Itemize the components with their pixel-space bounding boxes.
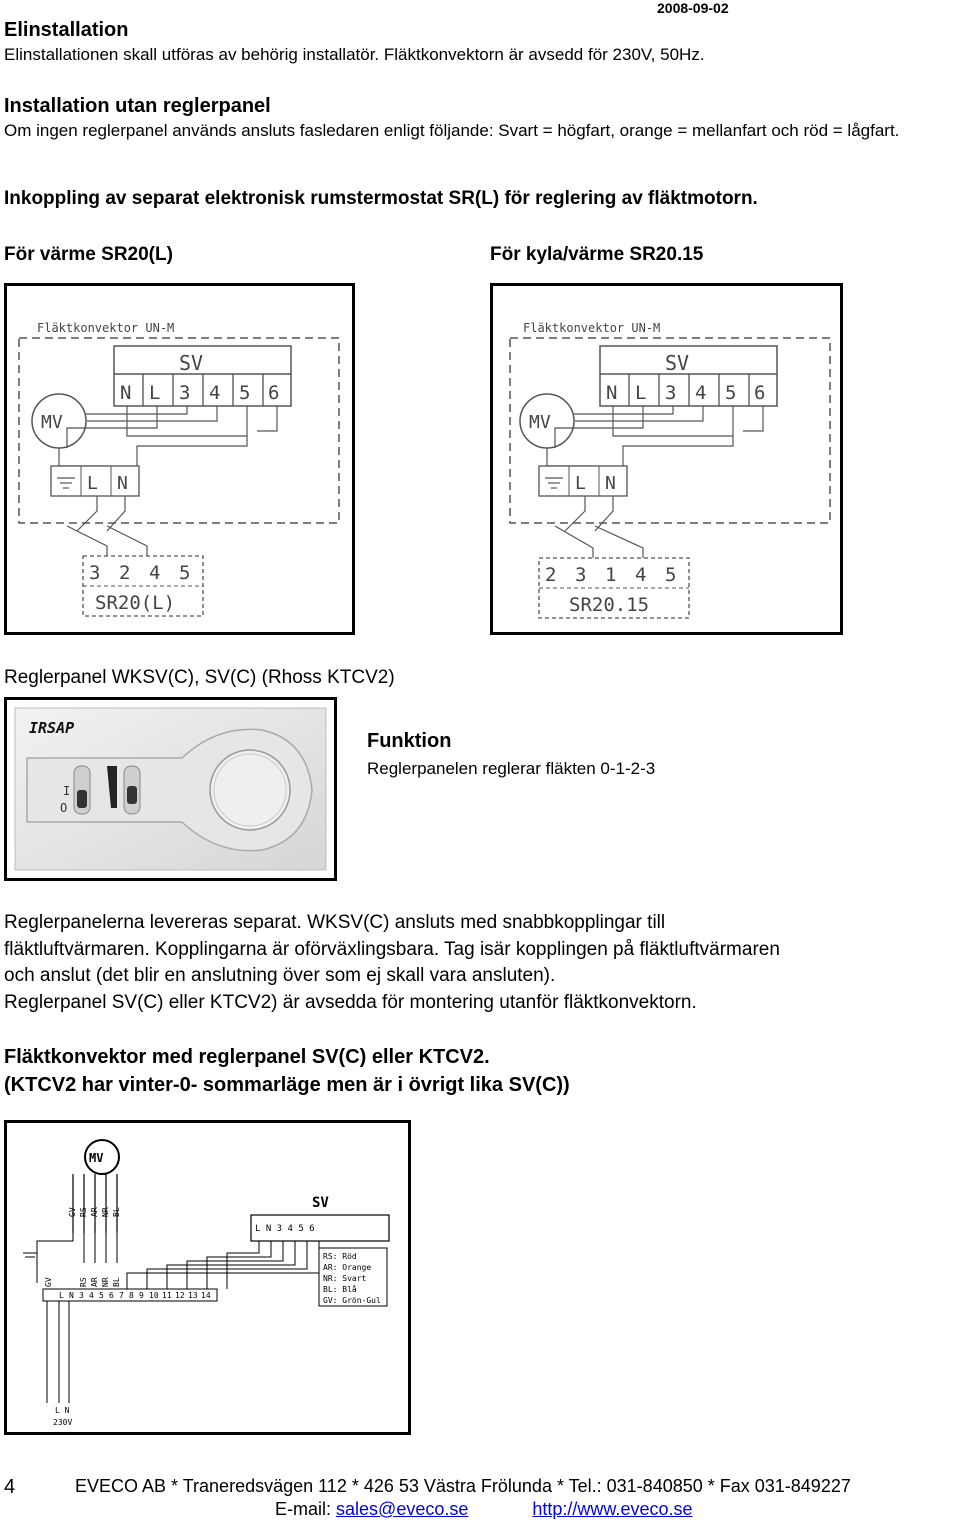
thermo-terminal-2: 2 [545, 564, 557, 586]
section4-title-2: (KTCV2 har vinter-0- sommarläge men är i övrigt lika SV(C)) [4, 1074, 570, 1096]
strip-wire-rs: RS [79, 1277, 88, 1287]
legend-rs: RS: Röd [323, 1252, 357, 1261]
heading-elinstallation: Elinstallation [4, 19, 129, 41]
wiring-diagram-sr2015 [493, 286, 840, 632]
legend-bl: BL: Blå [323, 1285, 357, 1294]
email-link[interactable]: sales@eveco.se [336, 1499, 469, 1519]
label-for-kyla-varme: För kyla/värme SR20.15 [490, 244, 704, 265]
control-panel-illustration [7, 700, 334, 878]
thermo-terminal-3: 3 [575, 564, 587, 586]
strip-wire-bl: BL [112, 1277, 121, 1287]
elinstallation-text: Elinstallationen skall utföras av behörig installatör. Fläktkonvektorn är avsedd för 230V, 50Hz. [4, 45, 705, 64]
terminal-l: L [149, 382, 161, 404]
motor-wire-nr: NR [101, 1207, 110, 1217]
irsap-logo: IRSAP [29, 719, 75, 737]
wiring-diagram-svc-svg [7, 1123, 408, 1432]
thermo-terminal-5: 5 [665, 564, 677, 586]
thermo-terminal-4: 4 [635, 564, 647, 586]
motor-wire-rs: RS [79, 1207, 88, 1217]
thermo-terminal-1: 1 [605, 564, 617, 586]
heading-reglerpanel: Reglerpanel WKSV(C), SV(C) (Rhoss KTCV2) [4, 667, 395, 688]
power-n: N [117, 473, 128, 494]
terminal-3: 3 [665, 382, 677, 404]
strip-wire-gv: GV [44, 1277, 53, 1287]
strip-5: 5 [99, 1291, 104, 1300]
funktion-text: Reglerpanelen reglerar fläkten 0-1-2-3 [367, 759, 656, 778]
strip-wire-ar: AR [90, 1277, 99, 1287]
strip-4: 4 [89, 1291, 94, 1300]
thermostat-name: SR20.15 [569, 594, 650, 616]
strip-6: 6 [109, 1291, 114, 1300]
email-label: E-mail: [275, 1499, 332, 1519]
diagram-sr2015 [490, 283, 843, 635]
heading-fläktkonvektor [4, 1043, 570, 1099]
terminal-4: 4 [695, 382, 707, 404]
thermo-terminal-5: 5 [179, 562, 191, 584]
thermo-terminal-3: 3 [89, 562, 101, 584]
strip-10: 10 [149, 1291, 159, 1300]
strip-11: 11 [162, 1291, 172, 1300]
strip-3: 3 [79, 1291, 84, 1300]
body-line-1: Reglerpanelerna levereras separat. WKSV(C) ansluts med snabbkopplingar till [4, 912, 666, 933]
heading-inkoppling: Inkoppling av separat elektronisk rumstermostat SR(L) för reglering av fläktmotorn. [4, 188, 758, 209]
strip-n: N [69, 1291, 74, 1300]
terminal-5: 5 [239, 382, 251, 404]
sv-label: SV [665, 351, 690, 375]
unit-label: Fläktkonvektor UN-M [37, 321, 175, 335]
diagram-sr20l [4, 283, 355, 635]
strip-7: 7 [119, 1291, 124, 1300]
footer-company: EVECO AB * Traneredsvägen 112 * 426 53 Västra Frölunda * Tel.: 031-840850 * Fax 031-849227 [75, 1476, 851, 1496]
motor-wire-bl: BL [112, 1207, 121, 1217]
funktion-title: Funktion [367, 730, 452, 752]
switch-on-label: I [63, 784, 71, 798]
thermostat-name: SR20(L) [95, 592, 176, 614]
footer-contact [275, 1499, 692, 1520]
strip-12: 12 [175, 1291, 185, 1300]
terminal-6: 6 [754, 382, 766, 404]
terminal-4: 4 [209, 382, 221, 404]
terminal-l: L [635, 382, 647, 404]
thermo-terminal-2: 2 [119, 562, 131, 584]
sv-terminals: L N 3 4 5 6 [255, 1224, 315, 1234]
reglerpanel-body-text [4, 910, 780, 1016]
motor-label: MV [41, 412, 63, 433]
body-line-3: och anslut (det blir en anslutning över som ej skall vara ansluten). [4, 965, 556, 986]
strip-8: 8 [129, 1291, 134, 1300]
terminal-5: 5 [725, 382, 737, 404]
installation-text: Om ingen reglerpanel används ansluts fasledaren enligt följande: Svart = högfart, orange = mellanfart och röd = lågfart. [4, 121, 900, 140]
body-line-2: fläktluftvärmaren. Kopplingarna är oförväxlingsbara. Tag isär kopplingen på fläktluftvärmaren [4, 938, 780, 960]
power-l: L [87, 473, 98, 494]
sv-label: SV [312, 1195, 329, 1211]
legend-nr: NR: Svart [323, 1274, 367, 1283]
strip-13: 13 [188, 1291, 198, 1300]
document-date: 2008-09-02 [657, 0, 729, 16]
supply-voltage: 230V [53, 1418, 73, 1427]
supply-labels: L N [55, 1406, 70, 1415]
strip-wire-nr: NR [101, 1277, 110, 1287]
label-for-varme: För värme SR20(L) [4, 244, 173, 265]
page-number: 4 [4, 1476, 16, 1498]
legend-ar: AR: Orange [323, 1263, 372, 1272]
strip-l: L [59, 1291, 64, 1300]
section4-title-1: Fläktkonvektor med reglerpanel SV(C) eller KTCV2. [4, 1046, 490, 1068]
body-line-4: Reglerpanel SV(C) eller KTCV2) är avsedda för montering utanför fläktkonvektorn. [4, 991, 697, 1013]
heading-installation-utan-reglerpanel: Installation utan reglerpanel [4, 95, 271, 117]
wiring-diagram-sr20l [7, 286, 352, 632]
control-panel-photo [4, 697, 337, 881]
sv-label: SV [179, 351, 204, 375]
motor-label: MV [529, 412, 551, 433]
terminal-n: N [606, 382, 618, 404]
thermo-terminal-4: 4 [149, 562, 161, 584]
unit-label: Fläktkonvektor UN-M [523, 321, 661, 335]
website-link[interactable]: http://www.eveco.se [532, 1499, 693, 1519]
motor-wire-ar: AR [90, 1207, 99, 1217]
terminal-3: 3 [179, 382, 191, 404]
terminal-6: 6 [268, 382, 280, 404]
switch-off-label: O [60, 801, 68, 815]
strip-9: 9 [139, 1291, 144, 1300]
motor-label: MV [89, 1151, 104, 1165]
motor-wire-gv: GV [68, 1207, 77, 1217]
power-n: N [605, 473, 616, 494]
strip-14: 14 [201, 1291, 211, 1300]
terminal-n: N [120, 382, 132, 404]
power-l: L [575, 473, 586, 494]
wiring-diagram-svc [4, 1120, 411, 1435]
legend-gv: GV: Grön-Gul [323, 1296, 381, 1305]
